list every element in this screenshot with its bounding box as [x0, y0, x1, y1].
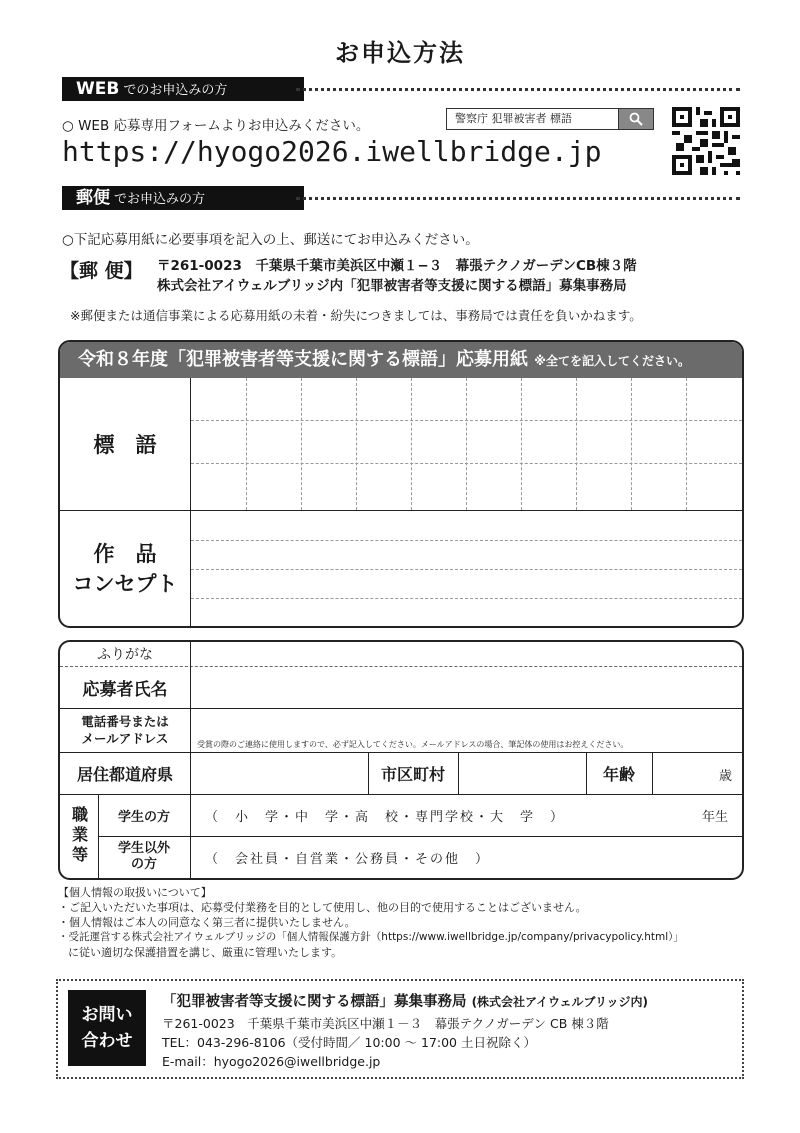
form-header-note: ※全てを記入してください。 — [534, 354, 690, 368]
web-instruction: ○ WEB 応募専用フォームよりお申込みください。 — [62, 118, 370, 134]
divider — [60, 510, 742, 511]
student-options[interactable] — [191, 794, 740, 836]
furigana-input[interactable] — [191, 642, 740, 666]
contact-input[interactable] — [191, 709, 740, 752]
non-student-label-1: 学生以外 — [117, 841, 170, 856]
web-section-tab — [62, 77, 304, 101]
name-input[interactable] — [191, 667, 740, 708]
contact-note: 受賞の際のご連絡に使用しますので、必ず記入してください。メールアドレスの場合、筆記体の使用はお控えください。 — [197, 740, 629, 749]
concept-label — [60, 512, 190, 626]
search-query: 警察庁 犯罪被害者 標語 — [455, 112, 572, 125]
privacy-line: ・受託運営する株式会社アイウェルブリッジの「個人情報保護方針（https://www.iwellbridge.jp/company/privacypolicy.html）」 — [58, 931, 684, 943]
age-unit: 歳 — [718, 769, 732, 784]
contact-org — [162, 990, 648, 1011]
contact-label-1: 電話番号または — [81, 714, 169, 729]
contact-org-name: 「犯罪被害者等支援に関する標語」募集事務局 — [162, 994, 467, 1010]
applicant-form — [58, 640, 744, 880]
furigana-label: ふりがな — [97, 647, 153, 663]
mail-address-2: 株式会社アイウェルブリッジ内「犯罪被害者等支援に関する標語」募集事務局 — [157, 278, 627, 294]
privacy-line: ・個人情報はご本人の同意なく第三者に提供いたしません。 — [58, 916, 356, 929]
city-label: 市区町村 — [380, 764, 445, 784]
contact-box — [56, 979, 744, 1079]
occupation-label: 職業等 — [69, 806, 89, 866]
mail-address-1: 〒261-0023 千葉県千葉市美浜区中瀬１−３ 幕張テクノガーデンCB棟３階 — [157, 258, 637, 274]
mail-tab-text: でお申込みの方 — [114, 192, 206, 207]
non-student-options-text: （ 会社員・自営業・公務員・その他 ） — [205, 851, 491, 867]
contact-tag-2: 合わせ — [81, 1031, 133, 1051]
mail-tab-label: 郵便 — [76, 188, 110, 208]
student-options-text: （ 小 学・中 学・高 校・専門学校・大 学 ） — [205, 809, 566, 825]
non-student-label-2: の方 — [130, 857, 157, 872]
qr-code[interactable] — [672, 107, 740, 175]
non-student-label — [98, 836, 190, 878]
web-url[interactable]: https://hyogo2026.iwellbridge.jp — [62, 135, 602, 168]
divider — [296, 197, 740, 200]
contact-tag-1: お問い — [81, 1005, 133, 1025]
age-input[interactable] — [653, 753, 740, 794]
privacy-line: ・ご記入いただいた事項は、応募受付業務を目的として使用し、他の目的で使用することはございません。 — [58, 901, 587, 914]
contact-address: 〒261-0023 千葉県千葉市美浜区中瀬１－３ 幕張テクノガーデン CB 棟３階 — [162, 1016, 609, 1031]
privacy-section — [58, 885, 758, 960]
web-tab-text: でのお申込みの方 — [123, 83, 228, 98]
form-header-title: 令和８年度「犯罪被害者等支援に関する標語」応募用紙 — [78, 349, 528, 370]
privacy-line: に従い適切な保護措置を講じ、厳重に管理いたします。 — [68, 946, 343, 959]
non-student-options[interactable] — [191, 836, 740, 878]
mail-label: 【郵 便】 — [60, 260, 143, 282]
concept-label-1: 作 品 — [93, 542, 157, 566]
web-tab-label: WEB — [76, 79, 120, 99]
prefecture-input[interactable] — [191, 753, 368, 794]
contact-email[interactable]: E-mail：hyogo2026@iwellbridge.jp — [162, 1054, 381, 1069]
mail-section-tab — [62, 186, 304, 210]
contact-org-sub: (株式会社アイウェルブリッジ内) — [471, 995, 649, 1009]
prefecture-label: 居住都道府県 — [76, 764, 173, 784]
page-title: お申込方法 — [335, 39, 465, 67]
search-icon[interactable] — [618, 109, 653, 129]
city-input[interactable] — [459, 753, 586, 794]
application-form — [58, 340, 744, 628]
slogan-input-grid[interactable] — [191, 378, 742, 510]
concept-input[interactable] — [191, 512, 742, 626]
mail-note: ※郵便または通信事業による応募用紙の未着・紛失につきましては、事務局では責任を負いかねます。 — [70, 308, 642, 323]
privacy-heading: 【個人情報の取扱いについて】 — [58, 886, 212, 899]
divider — [296, 88, 740, 91]
contact-label — [60, 708, 190, 752]
search-box[interactable] — [446, 108, 654, 130]
name-label: 応募者氏名 — [82, 679, 168, 700]
mail-instruction: ○下記応募用紙に必要事項を記入の上、郵送にてお申込みください。 — [62, 232, 479, 248]
slogan-label: 標 語 — [93, 433, 157, 457]
contact-tag — [68, 990, 146, 1066]
contact-label-2: メールアドレス — [81, 731, 169, 746]
age-label: 年齢 — [602, 764, 635, 784]
form-header — [60, 342, 742, 378]
concept-label-2: コンセプト — [72, 572, 178, 596]
grade-unit: 年生 — [701, 809, 728, 825]
contact-tel[interactable]: TEL：043-296-8106（受付時間／ 10:00 〜 17:00 土日祝除く） — [162, 1035, 536, 1050]
student-label: 学生の方 — [117, 809, 170, 825]
